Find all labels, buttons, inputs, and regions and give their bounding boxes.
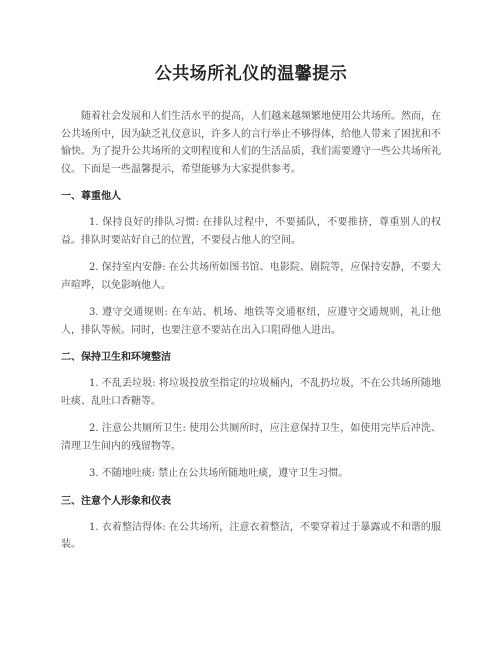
section-respect xyxy=(61,190,441,339)
list-item: 2. 注意公共厕所卫生: 使用公共厕所时，应注意保持卫生，如使用完毕后冲洗、清理卫生间内的残留物等。 xyxy=(61,423,441,452)
section-appearance xyxy=(61,495,441,554)
list-item: 1. 不乱丢垃圾: 将垃圾投放至指定的垃圾桶内，不乱扔垃圾，不在公共场所随地吐痰、乱吐口香糖等。 xyxy=(61,378,441,407)
intro-paragraph: 随着社会发展和人们生活水平的提高，人们越来越频繁地使用公共场所。然而，在公共场所中，因为缺乏礼仪意识，许多人的言行举止不够得体，给他人带来了困扰和不愉快。为了提升公共场所的文明程度和人们的生活品质，我们需要遵守一些公共场所礼仪。下面是一些温馨提示，希望能够为大家提供参考。 xyxy=(61,111,441,175)
list-item: 3. 不随地吐痰: 禁止在公共场所随地吐痰，遵守卫生习惯。 xyxy=(89,468,349,479)
section-heading: 一、尊重他人 xyxy=(61,191,121,202)
document-title: 公共场所礼仪的温馨提示 xyxy=(154,64,348,84)
list-item: 2. 保持室内安静: 在公共场所如图书馆、电影院、剧院等，应保持安静，不要大声喧哗，以免影响他人。 xyxy=(61,262,441,291)
list-item: 3. 遵守交通规则: 在车站、机场、地铁等交通枢纽，应遵守交通规则，礼让他人，排队等候。同时，也要注意不要站在出入口阻碍他人进出。 xyxy=(61,307,441,336)
list-item: 1. 保持良好的排队习惯: 在排队过程中，不要插队，不要推挤，尊重别人的权益。排队时要站好自己的位置，不要侵占他人的空间。 xyxy=(61,217,441,246)
section-heading: 三、注意个人形象和仪表 xyxy=(61,495,171,507)
section-heading: 二、保持卫生和环境整洁 xyxy=(61,352,171,363)
section-hygiene xyxy=(61,351,441,483)
list-item: 1. 衣着整洁得体: 在公共场所，注意衣着整洁，不要穿着过于暴露或不和谐的服装。 xyxy=(61,521,441,550)
